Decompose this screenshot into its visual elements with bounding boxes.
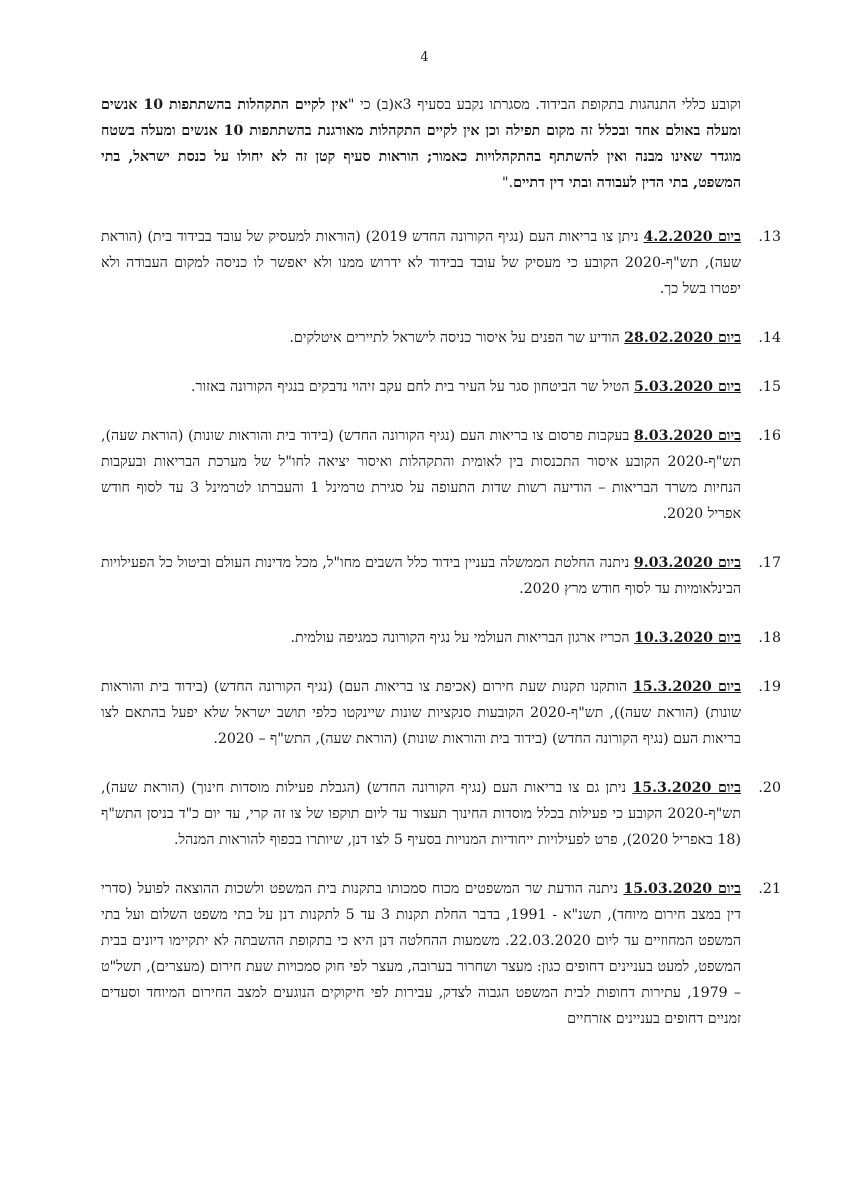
item-number: .14 (758, 330, 781, 346)
list-item (101, 625, 781, 651)
quote-end: ." (502, 175, 514, 191)
item-date: ביום 4.2.2020 (643, 229, 741, 245)
item-text (101, 674, 741, 752)
item-number: .20 (758, 780, 781, 796)
item-text (101, 550, 741, 602)
list-item (101, 224, 781, 302)
item-body: הודיע שר הפנים על איסור כניסה לישראל לתיירים איטלקים. (289, 330, 625, 346)
item-number: .13 (758, 229, 781, 245)
item-date: ביום 15.3.2020 (632, 780, 741, 796)
item-number: .21 (758, 881, 781, 897)
item-body: הכריז ארגון הבריאות העולמי על נגיף הקורונה כמגיפה עולמית. (290, 630, 635, 646)
item-number: .18 (758, 630, 781, 646)
item-number: .16 (758, 428, 781, 444)
item-text (101, 423, 741, 527)
page-number: 4 (420, 50, 429, 65)
item-body: בעקבות פרסום צו בריאות העם (נגיף הקורונה החדש) (בידוד בית והוראות שונות) (הוראת שעה), תש"ף-2020 הקובע איסור התכנסות בין לאומית והתקהלות ואיסור יציאה לחו"ל של מערכת הבריאות ובעקבות הנחיות משרד הבריאות – הודיעה רשות שדות התעופה על סגירת טרמינל 1 והעברתו לטרמינל 3 עד לסוף חודש אפריל 2020. (101, 428, 741, 522)
list-item (101, 325, 781, 351)
item-date: ביום 9.03.2020 (633, 555, 741, 571)
list-item (101, 374, 781, 400)
item-body: ניתן צו בריאות העם (נגיף הקורונה החדש 2019) (הוראות למעסיק של עובד בבידוד בית) (הוראת שעה), תש"ף-2020 הקובע כי מעסיק של עובד בבידוד לא ידרוש ממנו ולא יאפשר לו כניסה למקום העבודה ולא יפטרו בשל כך. (101, 229, 742, 297)
item-text (101, 876, 741, 1032)
document-body (101, 92, 781, 1055)
item-text (101, 625, 741, 651)
item-date: ביום 8.03.2020 (633, 428, 741, 444)
item-date: ביום 5.03.2020 (634, 379, 741, 395)
item-number: .19 (758, 679, 781, 695)
list-item (101, 775, 781, 853)
item-text (101, 775, 741, 853)
item-date: ביום 10.3.2020 (634, 630, 741, 646)
item-text (101, 374, 741, 400)
item-text (101, 224, 741, 302)
quote-bold-text: אין לקיים התקהלות בהשתתפות 10 אנשים ומעלה באולם אחד ובכלל זה מקום תפילה וכן אין לקיים התקהלות מאורגנת בהשתתפות 10 אנשים ומעלה בשטח מוגדר שאינו מבנה ואין להשתתף בהתקהלויות כאמור; הוראות סעיף קטן זה לא יחולו על כנסת ישראל, בתי המשפט, בתי הדין לעבודה ובתי דין דתיים (101, 97, 742, 191)
item-date: ביום 15.3.2020 (632, 679, 741, 695)
item-body: ניתנה החלטת הממשלה בעניין בידוד כלל השבים מחו"ל, מכל מדינות העולם וביטול כל הפעילויות הבינלאומיות עד לסוף חודש מרץ 2020. (101, 555, 741, 597)
list-item (101, 674, 781, 752)
item-date: ביום 28.02.2020 (624, 330, 741, 346)
list-item (101, 550, 781, 602)
quote-paragraph (101, 92, 741, 196)
list-item (101, 423, 781, 527)
item-date: ביום 15.03.2020 (623, 881, 742, 897)
item-body: ניתנה הודעת שר המשפטים מכוח סמכותו בתקנות בית המשפט ולשכות ההוצאה לפועל (סדרי דין במצב חירום מיוחד), תשנ"א - 1991, בדבר החלת תקנות 3 עד 5 לתקנות דנן על בתי משפט השלום ועל בתי המשפט המחוזיים עד ליום 22.03.2020. משמעות ההחלטה דנן היא כי בתקופת ההשבתה לא יתקיימו דיונים בבית המשפט, למעט בעניינים דחופים כגון: מעצר ושחרור בערובה, מעצר לפי חוק סמכויות שעת חירום (מעצרים), תשל"ט – 1979, עתירות דחופות לבית המשפט הגבוה לצדק, עבירות לפי חיקוקים הנוגעים למצב החירום המיוחד וסעדים זמניים דחופים בעניינים אזרחיים (101, 881, 741, 1027)
item-body: ניתן גם צו בריאות העם (נגיף הקורונה החדש) (הגבלת פעילות מוסדות חינוך) (הוראת שעה), תש"ף-2020 הקובע כי פעילות בכלל מוסדות החינוך תעצור עד ליום תוקפו של צו זה קרי, עד יום כ"ד בניסן התש"ף (18 באפריל 2020), פרט לפעילויות ייחודיות המנויות בסעיף 5 לצו דנן, שיותרו בכפוף להוראות המנהל. (101, 780, 741, 848)
list-item (101, 876, 781, 1032)
item-body: הותקנו תקנות שעת חירום (אכיפת צו בריאות העם) (נגיף הקורונה החדש) (בידוד בית והוראות שונות) (הוראת שעה)), תש"ף-2020 הקובעות סנקציות שונות שיינקטו כלפי תושב ישראל שלא יפעל בהתאם לצו בריאות העם (נגיף הקורונה החדש) (בידוד בית והוראות שונות) (הוראת שעה), התש"ף – 2020. (101, 679, 741, 747)
item-number: .17 (758, 555, 781, 571)
item-number: .15 (758, 379, 781, 395)
quote-intro: וקובע כללי התנהגות בתקופת הבידוד. מסגרתו נקבע בסעיף 3א(ב) כי " (347, 97, 742, 113)
item-text (101, 325, 741, 351)
item-body: הטיל שר הביטחון סגר על העיר בית לחם עקב זיהוי נדבקים בנגיף הקורונה באזור. (191, 379, 635, 395)
